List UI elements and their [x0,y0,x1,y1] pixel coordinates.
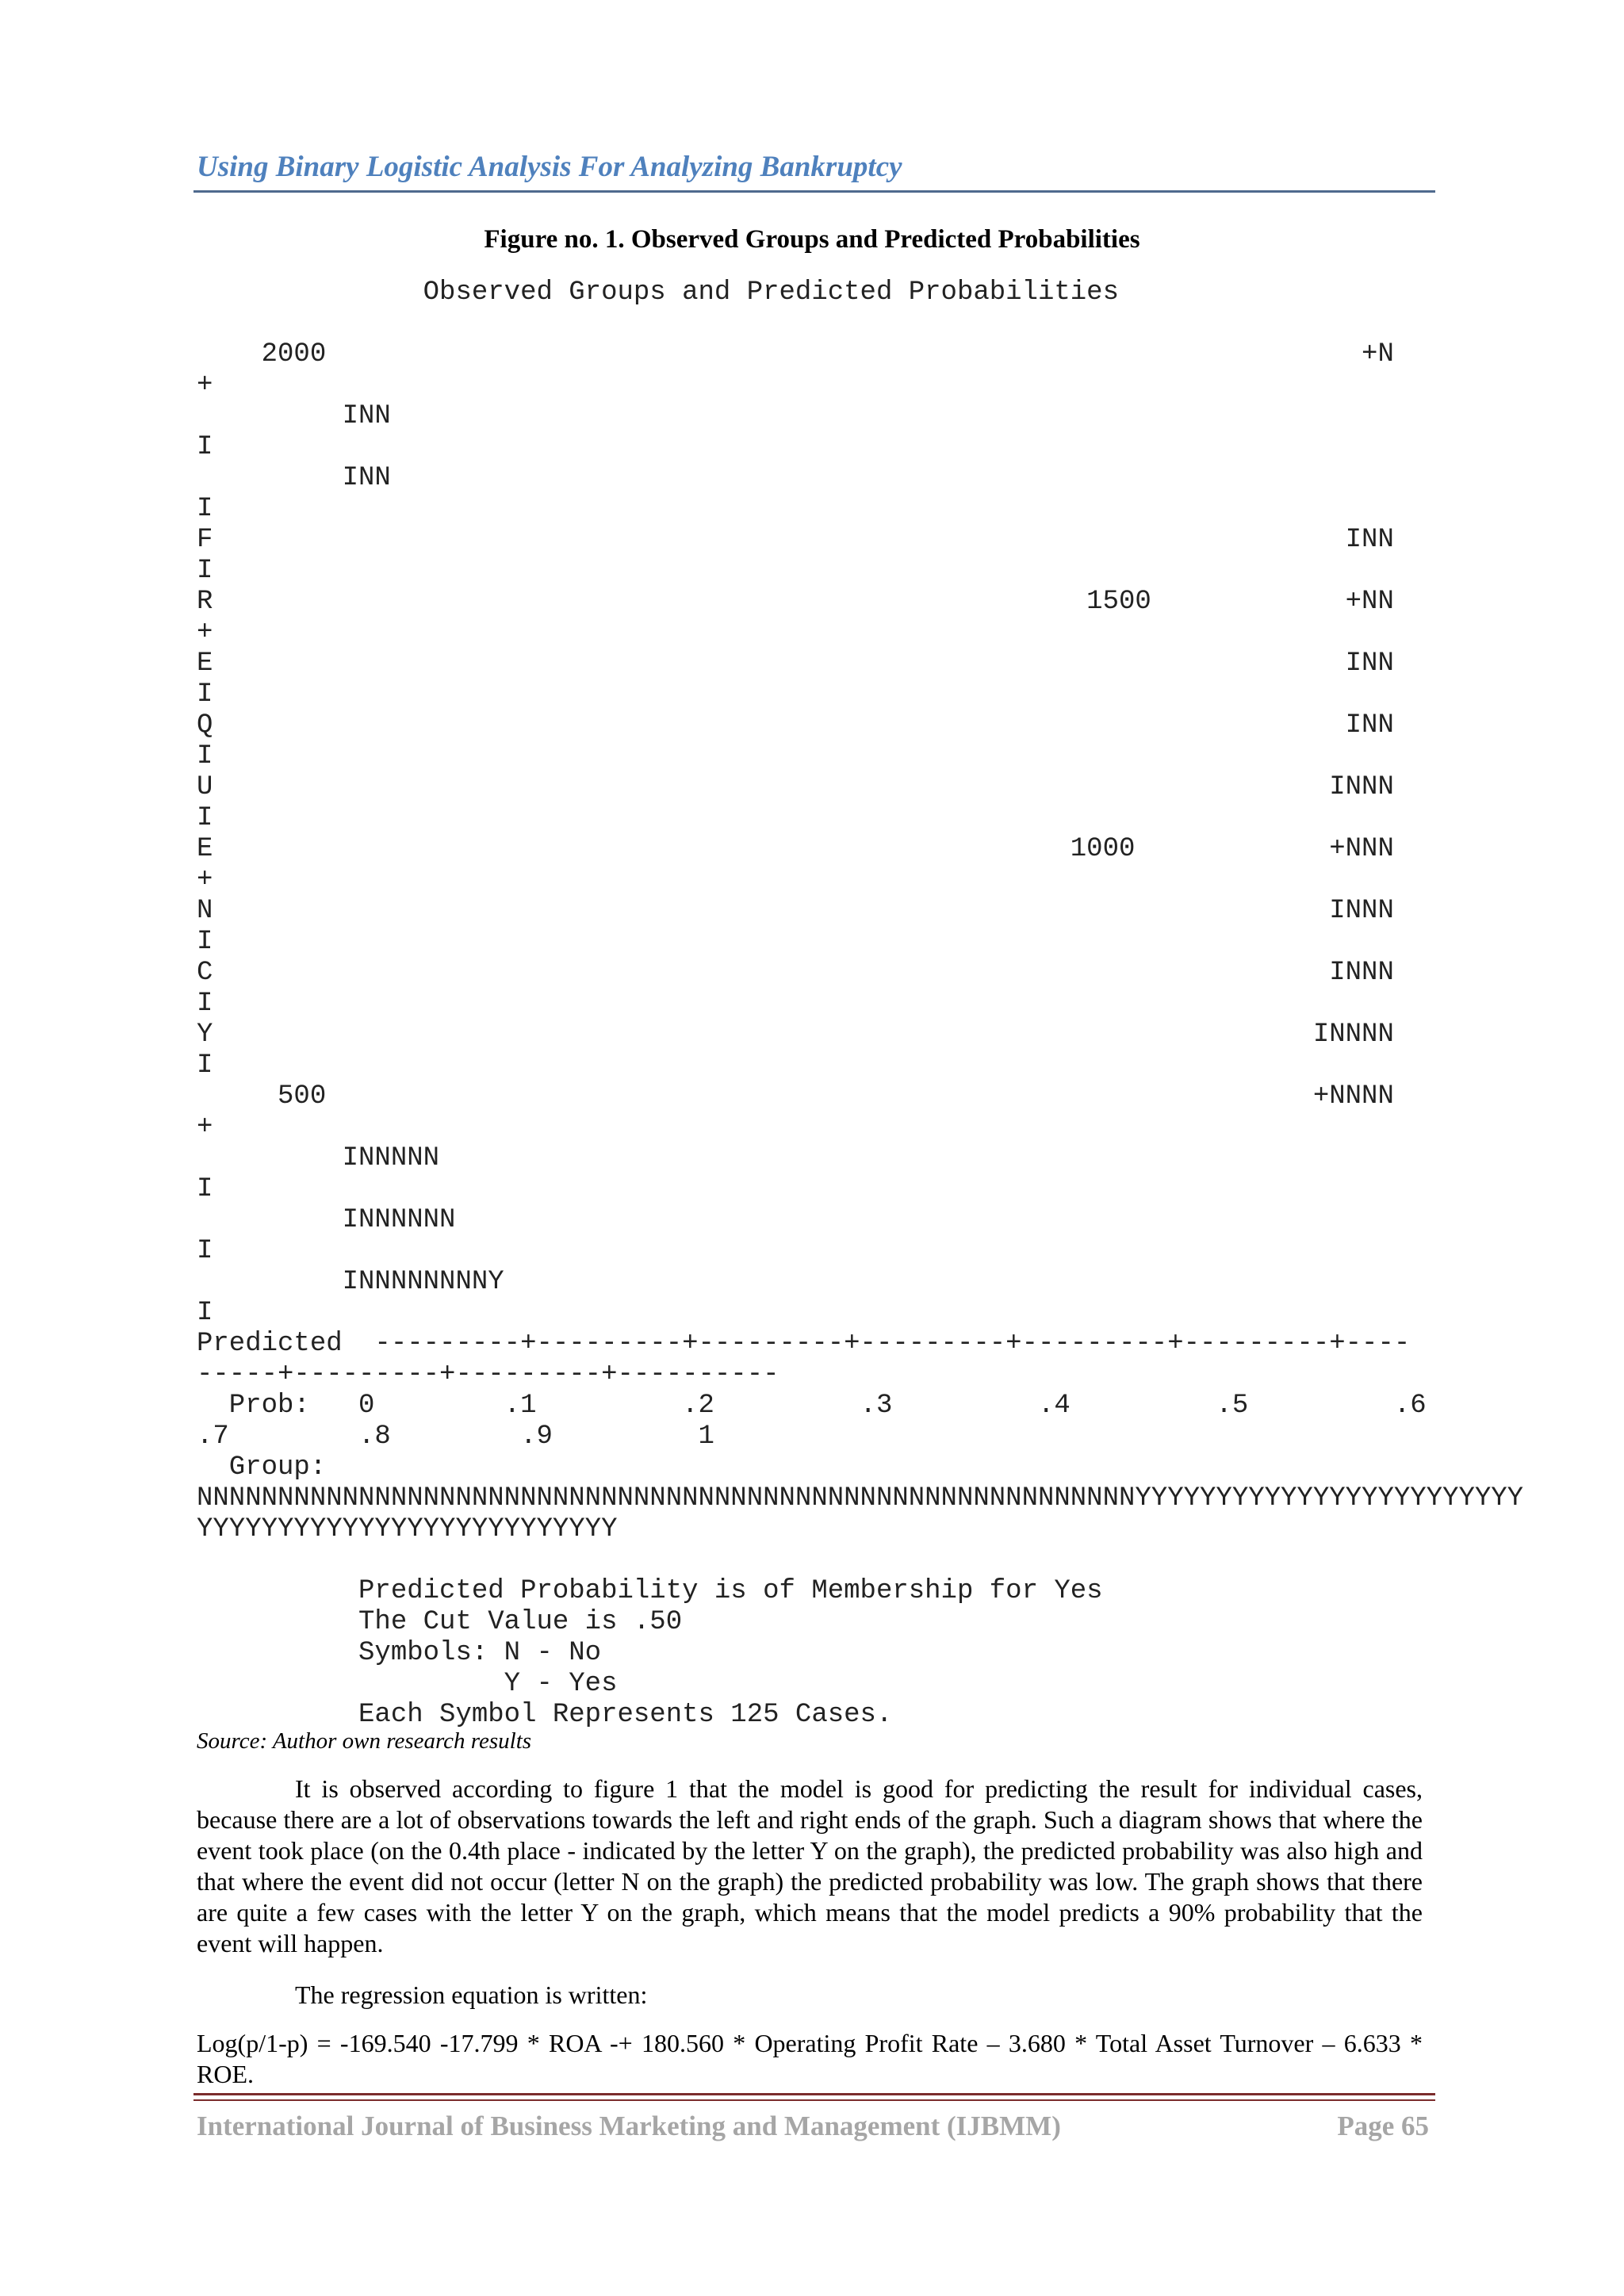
figure-source-note: Source: Author own research results [197,1728,532,1754]
plot-output-line: Y - Yes [197,1669,618,1699]
plot-output-line: INNNNNNNNY [197,1267,504,1297]
plot-output-line: R 1500 +NN [197,587,1394,617]
plot-output-line: I [197,494,213,524]
plot-output-line: Prob: 0 .1 .2 .3 .4 .5 .6 [197,1391,1427,1421]
body-paragraph-1: It is observed according to figure 1 that the model is good for predicting the result for individual cases, because there are a lot of observations towards the left and right ends of the graph. Such a diagram shows that where the event took place (on the 0.4th place - indicated by the letter Y on the graph), the predicted probability was also high and that where the event did not occur (letter N on the graph) the predicted probability was low. The graph shows that there are quite a few cases with the letter Y on the graph, which means that the model predicts a 90% probability that the event will happen. [197,1774,1423,1957]
header-divider [193,190,1435,193]
body-paragraph-2: The regression equation is written: [295,1980,648,2009]
footer-divider-bottom [193,2099,1435,2101]
plot-output-line: -----+---------+---------+---------- [197,1360,779,1390]
footer-divider-top [193,2093,1435,2095]
plot-output-line: INNNNN [197,1143,440,1173]
plot-output-line: + [197,1112,213,1142]
plot-output-line: Q INN [197,710,1394,740]
plot-output-line: Y INNNN [197,1020,1394,1050]
plot-output-line: I [197,741,213,771]
plot-output-line: N INNN [197,896,1394,926]
plot-output-line: I [197,803,213,833]
regression-equation: Log(p/1-p) = -169.540 -17.799 * ROA -+ 180.560 * Operating Profit Rate – 3.680 * Total Asset Turnover – 6.633 * ROE. [197,2029,1423,2088]
plot-output-line: Predicted ---------+---------+---------+---------+---------+---------+---- [197,1329,1411,1359]
running-header-title: Using Binary Logistic Analysis For Analyzing Bankruptcy [197,151,902,183]
plot-output-line: I [197,1050,213,1081]
plot-output-line: INN [197,401,391,431]
plot-output-line: I [197,1298,213,1328]
plot-output-line: E 1000 +NNN [197,834,1394,864]
plot-output-line: INNNNNN [197,1205,456,1235]
plot-output-line: + [197,618,213,648]
plot-output-line: Group: [197,1452,327,1483]
plot-output-line: I [197,432,213,462]
plot-output-line: .7 .8 .9 1 [197,1422,714,1452]
plot-output-line: Symbols: N - No [197,1638,602,1668]
plot-output-line: I [197,1236,213,1266]
plot-output-line: 500 +NNNN [197,1081,1394,1112]
plot-output-line: The Cut Value is .50 [197,1607,683,1637]
plot-output-line: C INNN [197,958,1394,988]
footer-journal-name: International Journal of Business Marketing and Management (IJBMM) [197,2110,1061,2141]
plot-output-line: I [197,1174,213,1204]
spss-classification-plot [197,277,1523,1731]
plot-output-line: + [197,370,213,400]
plot-output-line: Observed Groups and Predicted Probabilities [197,277,1119,308]
plot-output-line: I [197,556,213,586]
plot-output-line: I [197,679,213,710]
footer-page-number: Page 65 [1337,2110,1429,2141]
plot-output-line: F INN [197,525,1394,555]
plot-output-line: 2000 +N [197,339,1394,369]
plot-output-line: Predicted Probability is of Membership for Yes [197,1576,1103,1606]
plot-output-line: INN [197,463,391,493]
plot-output-line: NNNNNNNNNNNNNNNNNNNNNNNNNNNNNNNNNNNNNNNNNNNNNNNNNNNNNNNNNNYYYYYYYYYYYYYYYYYYYYYYYY [197,1483,1524,1513]
figure-caption: Figure no. 1. Observed Groups and Predicted Probabilities [484,225,1140,254]
plot-output-line: I [197,989,213,1019]
plot-output-line: U INNN [197,772,1394,802]
plot-output-line: YYYYYYYYYYYYYYYYYYYYYYYYYY [197,1514,618,1544]
plot-output-line: + [197,865,213,895]
plot-output-line: Each Symbol Represents 125 Cases. [197,1700,893,1730]
plot-output-line: I [197,927,213,957]
plot-output-line: E INN [197,649,1394,679]
